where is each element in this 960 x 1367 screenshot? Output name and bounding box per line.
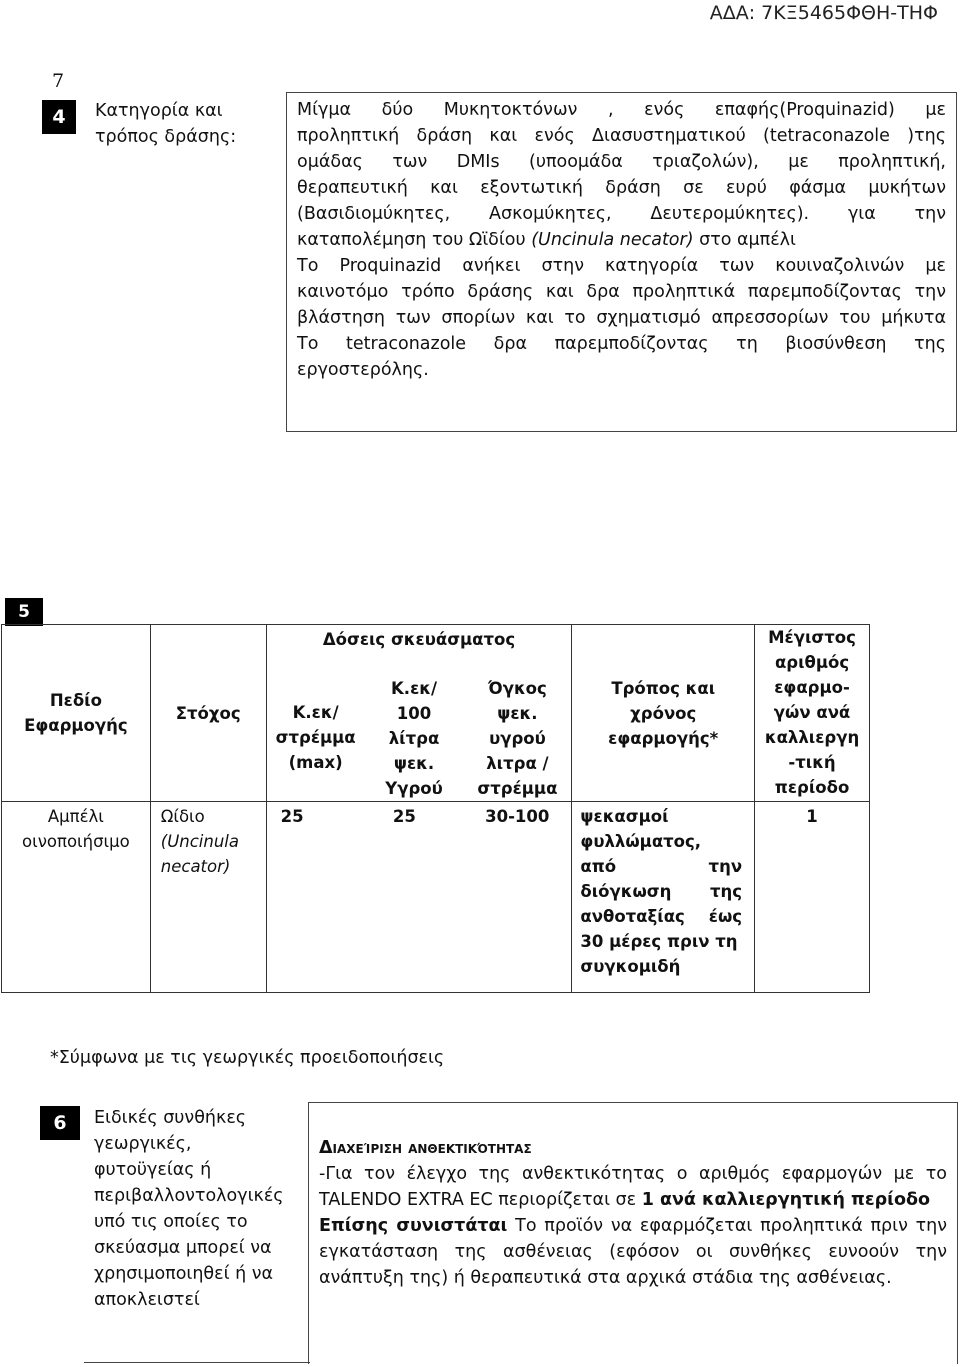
cell-line: Κ.εκ/ bbox=[292, 703, 339, 722]
cell-line: λιτρα / bbox=[486, 754, 549, 773]
section-4-number: 4 bbox=[42, 100, 76, 134]
cell-line: εφαρμογής* bbox=[608, 728, 719, 748]
text-line: ομάδας των DMIs (υποομάδα τριαζολών), με προληπτική, bbox=[297, 152, 946, 172]
cell-line: (max) bbox=[288, 753, 343, 772]
pathogen-name: (Uncinula necator) bbox=[531, 230, 694, 250]
text-line: καινοτόμο τρόπο δράσης και δρα προληπτικά παρεμποδίζοντας την bbox=[297, 282, 946, 302]
application-table bbox=[1, 624, 870, 993]
cell-line: Όγκος bbox=[488, 679, 547, 698]
label-line: υπό τις οποίες το bbox=[94, 1212, 248, 1232]
text-line: Το tetraconazole δρα παρεμποδίζοντας τη βιοσύνθεση της bbox=[297, 334, 946, 354]
label-line: τρόπος δράσης: bbox=[95, 127, 237, 147]
text-span: -Για τον έλεγχο της ανθεκτικότητας ο αριθμός εφαρμογών με το TALENDO EXTRA EC περιορίζεται σε bbox=[319, 1164, 947, 1210]
cell-line: λίτρα bbox=[388, 729, 440, 748]
doseis-title: Δόσεις σκευάσματος bbox=[322, 630, 516, 649]
header-megistos bbox=[755, 625, 870, 802]
pathogen-name: necator) bbox=[160, 857, 231, 876]
resistance-heading: Διαχείριση ανθεκτικότητας bbox=[319, 1138, 532, 1158]
text-line: βλάστηση των σπορίων και το σχηματισμό απρεσσορίων του μήκυτα bbox=[297, 308, 946, 328]
doseis-subheaders bbox=[267, 676, 572, 801]
recommendation-paragraph bbox=[319, 1213, 947, 1291]
section-6-number: 6 bbox=[40, 1106, 80, 1140]
text-span: Το προϊόν να εφαρμόζεται προληπτικά πριν την εγκατάσταση της ασθένειας (εφόσον οι συνθήκες ευνοούν την ανάπτυξη της) ή θεραπευτικά στα αρχικά στάδια της ασθένειας. bbox=[319, 1216, 948, 1288]
text-line: (Βασιδιομύκητες, Ασκομύκητες, Δευτερομύκητες). για την bbox=[297, 204, 946, 224]
cell-line: στρέμμα bbox=[477, 779, 558, 798]
label-line: γεωργικές, bbox=[94, 1134, 192, 1154]
cell-line: υγρού bbox=[489, 729, 546, 748]
cell-megistos: 1 bbox=[755, 802, 870, 993]
cell-line: συγκομιδή bbox=[580, 957, 681, 976]
text-span-bold: Επίσης συνιστάται bbox=[319, 1216, 508, 1236]
cell-line: Πεδίο bbox=[49, 691, 102, 710]
cell-line: στρέμμα bbox=[275, 728, 356, 747]
cell-line: ψεκ. bbox=[497, 704, 538, 723]
cell-line: χρόνος bbox=[630, 703, 697, 723]
cell-line: γών ανά bbox=[773, 703, 851, 722]
sub-header-ogkos bbox=[467, 676, 567, 801]
label-line: χρησιμοποιηθεί ή να bbox=[94, 1264, 274, 1284]
section-6-label bbox=[94, 1105, 304, 1313]
cell-line: φυλλώματος, bbox=[580, 832, 702, 851]
bottom-rule bbox=[84, 1362, 310, 1363]
label-line: σκεύασμα μπορεί να bbox=[94, 1238, 272, 1258]
label-line: αποκλειστεί bbox=[94, 1290, 200, 1310]
cell-line: ψεκασμοί bbox=[580, 807, 669, 826]
text-line: εργοστερόλης. bbox=[297, 360, 429, 380]
text-line bbox=[297, 227, 946, 253]
label-line: περιβαλλοντολογικές bbox=[94, 1186, 284, 1206]
text-span-bold: 1 ανά καλλιεργητική περίοδο bbox=[641, 1190, 931, 1210]
sub-header-kek-100-litra bbox=[374, 676, 454, 801]
section-4-content bbox=[286, 92, 957, 432]
dose-ogkos: 30-100 bbox=[485, 807, 550, 826]
cell-line: ψεκ. bbox=[393, 754, 435, 773]
cell-line: αριθμός bbox=[774, 653, 850, 672]
cell-line: Εφαρμογής bbox=[24, 716, 128, 735]
table-row bbox=[2, 802, 870, 993]
footnote: *Σύμφωνα με τις γεωργικές προειδοποιήσεις bbox=[50, 1048, 445, 1068]
sub-header-kek-stremma bbox=[271, 700, 361, 801]
header-stoxos: Στόχος bbox=[150, 625, 266, 802]
cell-line: Αμπέλι bbox=[47, 807, 104, 826]
cell-line: Κ.εκ/ bbox=[391, 679, 438, 698]
text-span: καταπολέμηση του Ωϊδίου bbox=[297, 230, 532, 250]
text-span: στο αμπέλι bbox=[693, 230, 796, 250]
cell-line: εφαρμο- bbox=[774, 678, 850, 697]
label-line: Ειδικές συνθήκες bbox=[94, 1108, 247, 1128]
cell-line: καλλιεργη bbox=[764, 728, 860, 747]
cell-stoxos bbox=[150, 802, 266, 993]
header-tropos bbox=[572, 625, 755, 802]
cell-line: 100 bbox=[396, 704, 432, 723]
section-6-content bbox=[308, 1102, 958, 1364]
dose-kek-100-litra: 25 bbox=[392, 807, 416, 826]
text-line: προληπτική δράση και ενός Διασυστηματικού (tetraconazole )της bbox=[297, 126, 946, 146]
text-line: Μίγμα δύο Μυκητοκτόνων , ενός επαφής(Proquinazid) με bbox=[297, 100, 946, 120]
resistance-paragraph bbox=[319, 1161, 947, 1213]
ada-code: ΑΔΑ: 7ΚΞ5465ΦΘΗ-ΤΗΦ bbox=[709, 2, 938, 24]
cell-line: Τρόπος και bbox=[611, 678, 716, 698]
text-line: Το Proquinazid ανήκει στην κατηγορία των κουιναζολινών με bbox=[297, 256, 946, 276]
cell-line: Υγρού bbox=[385, 779, 443, 798]
label-line: Κατηγορία και bbox=[95, 101, 223, 121]
cell-doseis bbox=[266, 802, 572, 993]
dose-kek-stremma: 25 bbox=[280, 807, 304, 826]
header-pedio bbox=[2, 625, 151, 802]
cell-line: από την bbox=[580, 857, 743, 876]
label-line: φυτοϋγείας ή bbox=[94, 1160, 212, 1180]
section-4-label bbox=[95, 98, 236, 150]
text-line: θεραπευτική και εξοντωτική δράση σε ευρύ φάσμα μυκήτων bbox=[297, 178, 946, 198]
section-5-number: 5 bbox=[5, 598, 43, 626]
cell-line: 30 μέρες πριν τη bbox=[580, 932, 738, 951]
cell-line: περίοδο bbox=[774, 778, 850, 797]
cell-line: -τική bbox=[788, 753, 836, 772]
cell-line: ανθοταξίας έως bbox=[580, 907, 743, 926]
dose-values bbox=[267, 804, 572, 829]
cell-line: οινοποιήσιμο bbox=[22, 832, 130, 851]
cell-pedio bbox=[2, 802, 151, 993]
cell-line: διόγκωση της bbox=[580, 882, 743, 901]
cell-line: Μέγιστος bbox=[768, 628, 856, 647]
table-header-row bbox=[2, 625, 870, 802]
pathogen-name: (Uncinula bbox=[160, 832, 240, 851]
header-doseis bbox=[266, 625, 572, 802]
page-number: 7 bbox=[52, 70, 65, 92]
cell-tropos bbox=[572, 802, 755, 993]
cell-line: Ωίδιο bbox=[160, 807, 205, 826]
